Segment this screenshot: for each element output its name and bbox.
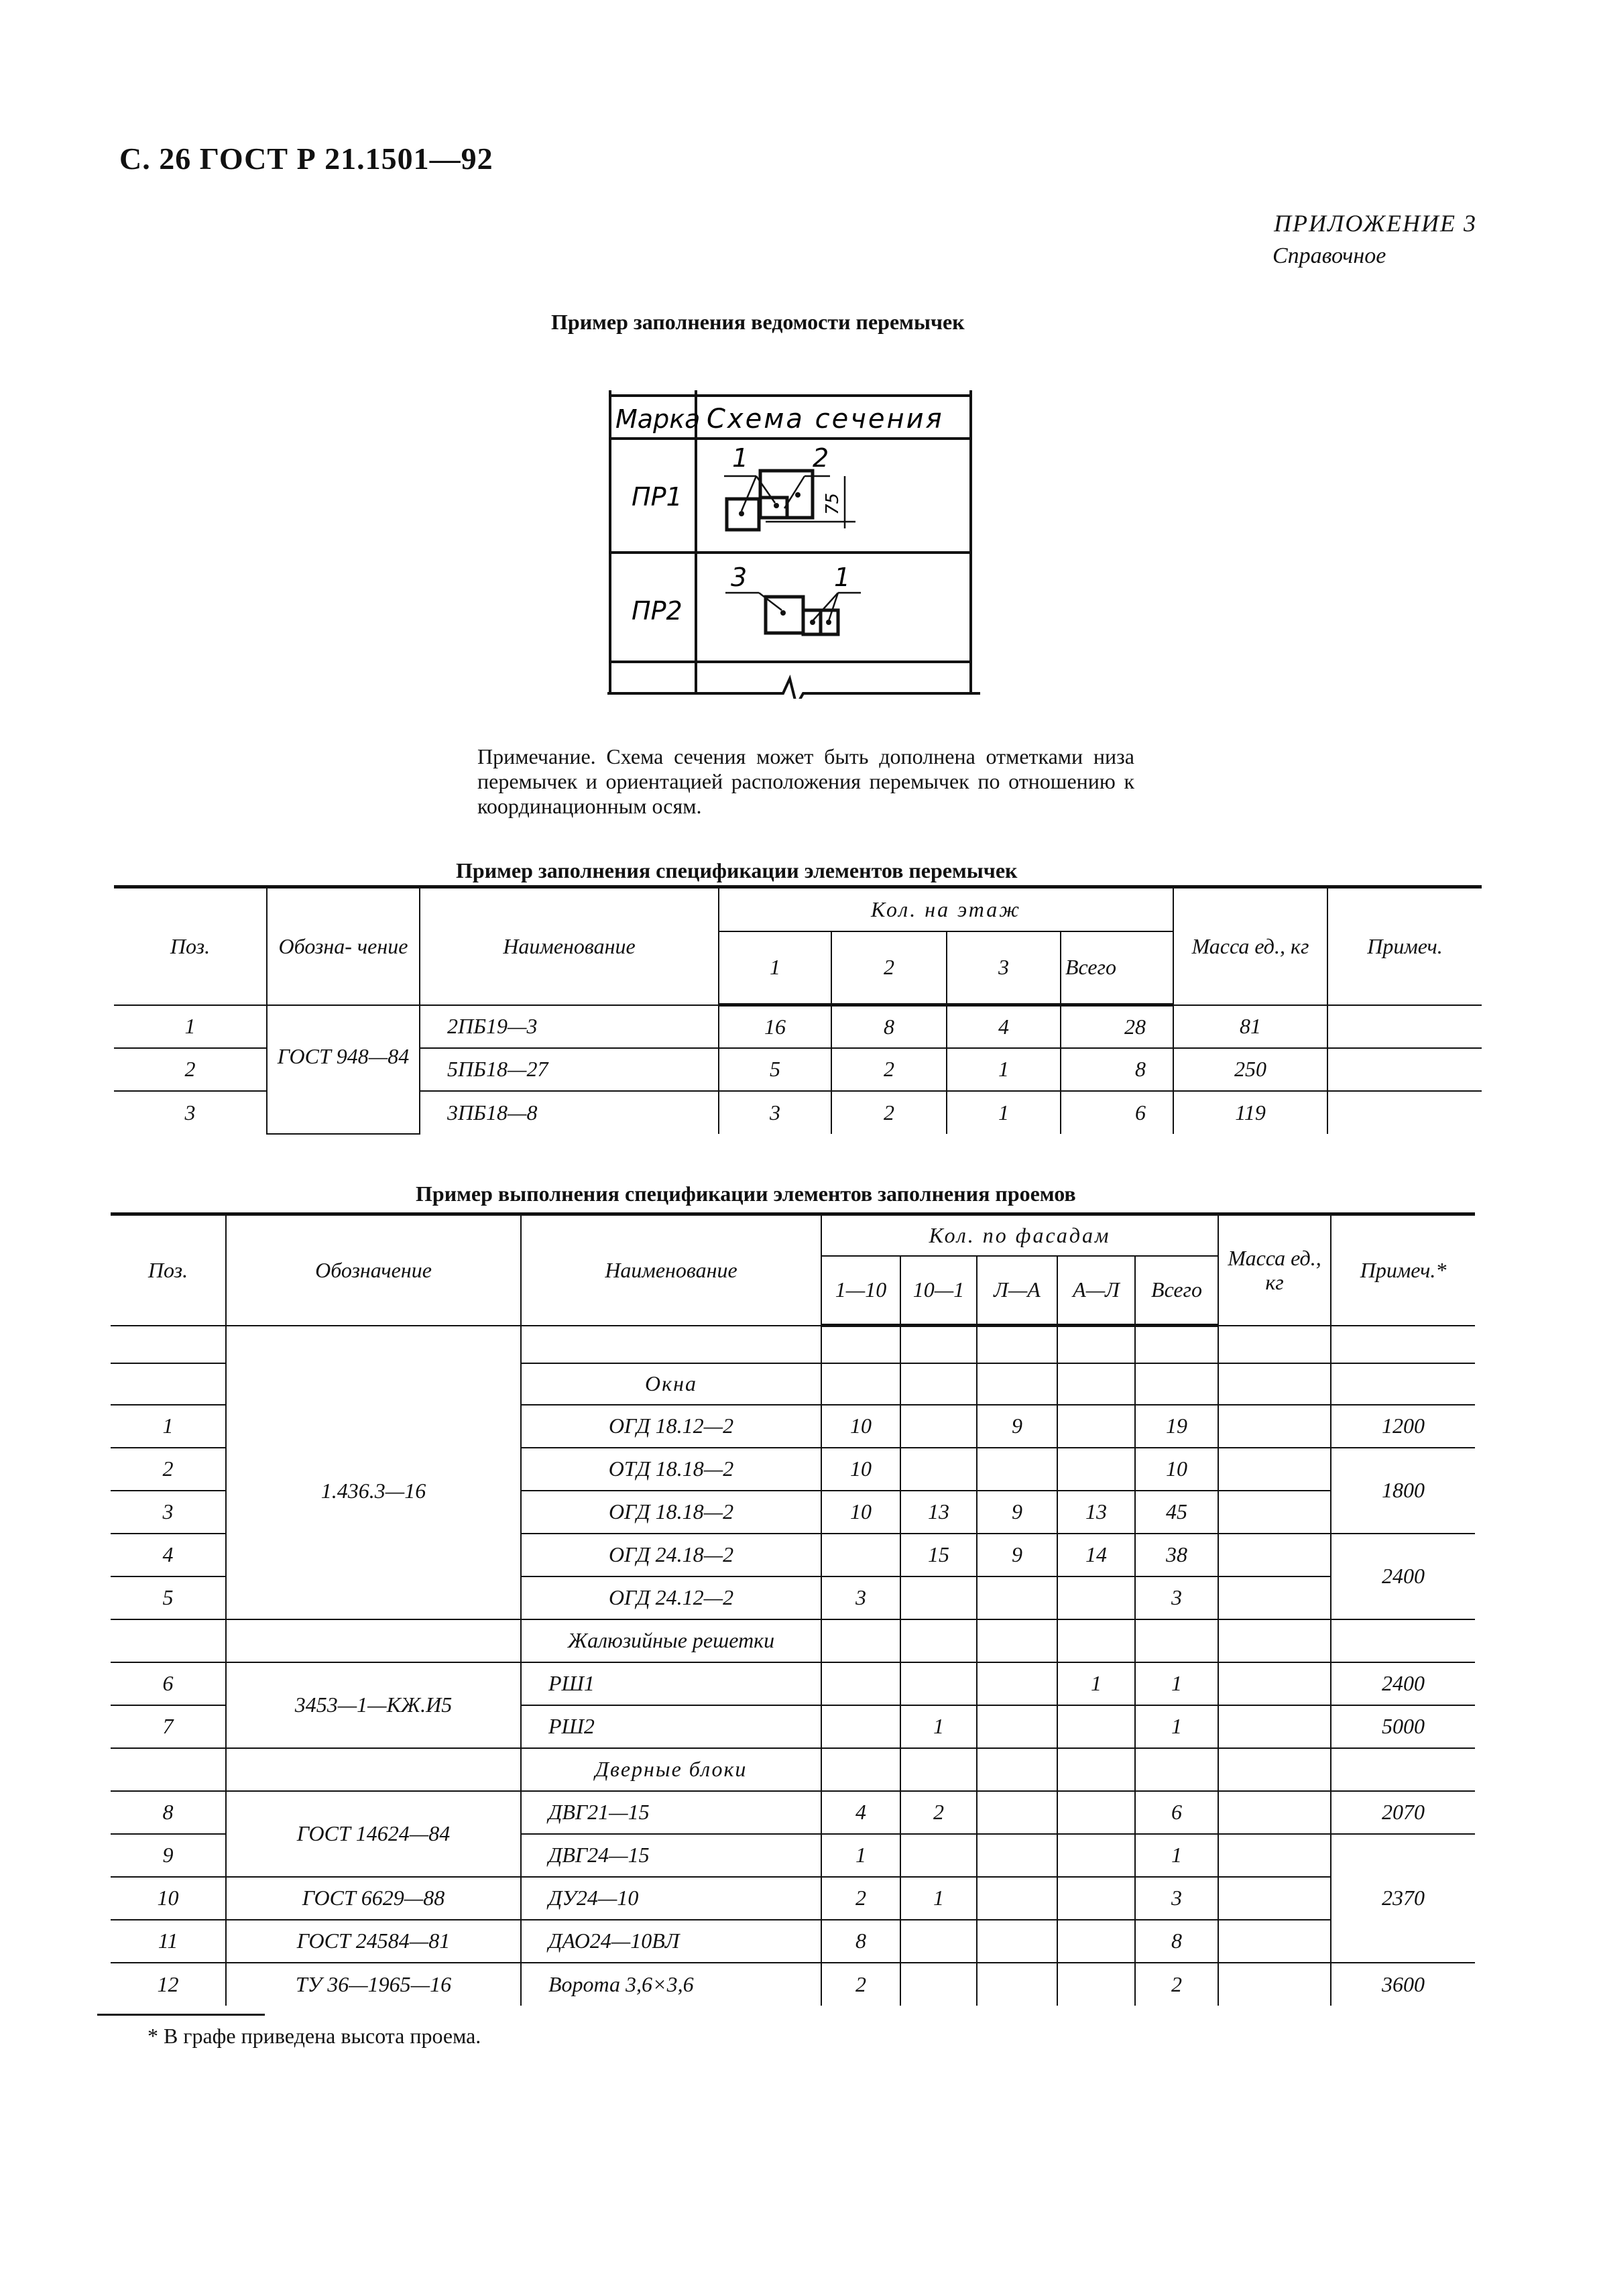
louvers-designation: 3453—1—КЖ.И5 xyxy=(226,1662,521,1748)
table-row: 4 ОГД 24.18—2 15 9 14 38 2400 xyxy=(111,1534,1475,1576)
header-qty-total: Всего xyxy=(1061,931,1173,1005)
header-facade-a-l: А—Л xyxy=(1057,1256,1135,1326)
header-mass: Масса ед., кг xyxy=(1173,887,1327,1005)
table-row: 9 ДВГ24—15 1 1 2370 xyxy=(111,1834,1475,1877)
page-header: С. 26 ГОСТ Р 21.1501—92 xyxy=(119,141,493,176)
header-designation: Обозначение xyxy=(226,1214,521,1326)
header-facade-10-1: 10—1 xyxy=(900,1256,977,1326)
table-row: 2 5ПБ18—27 5 2 1 8 250 xyxy=(114,1048,1482,1091)
header-qty-3: 3 xyxy=(947,931,1061,1005)
table-row: 2 ОТД 18.18—2 10 10 1800 xyxy=(111,1448,1475,1491)
header-mass: Масса ед., кг xyxy=(1218,1214,1331,1326)
appendix-title: ПРИЛОЖЕНИЕ 3 xyxy=(1274,210,1477,237)
table-row: 6 3453—1—КЖ.И5 РШ1 1 1 2400 xyxy=(111,1662,1475,1705)
table-row: 11 ГОСТ 24584—81 ДАО24—10ВЛ 8 8 xyxy=(111,1920,1475,1963)
lintel-schedule-sketch xyxy=(607,390,980,699)
note-text: Примечание. Схема сечения может быть дополнена отметками низа перемычек и ориентацией расположения перемычек по отношению к координационным осям. xyxy=(477,744,1134,818)
mark-pr2: ПР2 xyxy=(632,596,683,626)
pr1-label-2: 2 xyxy=(813,443,829,473)
pr1-label-1: 1 xyxy=(732,443,749,473)
pr2-label-1: 1 xyxy=(834,563,851,592)
appendix-subtitle: Справочное xyxy=(1272,243,1386,268)
table-row: 3 ОГД 18.18—2 10 13 9 13 45 xyxy=(111,1491,1475,1534)
header-facade-total: Всего xyxy=(1135,1256,1218,1326)
header-name: Наименование xyxy=(521,1214,821,1326)
header-qty-2: 2 xyxy=(831,931,947,1005)
header-name: Наименование xyxy=(420,887,719,1005)
mark-pr1: ПР1 xyxy=(632,482,683,512)
windows-designation: 1.436.3—16 xyxy=(226,1363,521,1619)
col-scheme-label: Схема сечения xyxy=(707,404,944,435)
header-qty-group: Кол. на этаж xyxy=(719,887,1173,931)
table-row: 3 3ПБ18—8 3 2 1 6 119 xyxy=(114,1091,1482,1134)
pr1-dimension: 75 xyxy=(823,492,843,515)
header-qty-group: Кол. по фасадам xyxy=(821,1214,1218,1256)
header-pos: Поз. xyxy=(111,1214,226,1326)
group-row-windows: 1.436.3—16 Окна xyxy=(111,1363,1475,1405)
footnote: * В графе приведена высота проема. xyxy=(147,2024,481,2048)
lintel-spec-table xyxy=(114,885,1482,1135)
opening-spec-title: Пример выполнения спецификации элементов заполнения проемов xyxy=(416,1182,1076,1206)
header-designation: Обозна- чение xyxy=(267,887,420,1005)
table-row: 1 ОГД 18.12—2 10 9 19 1200 xyxy=(111,1405,1475,1448)
table-row: 7 РШ2 1 1 5000 xyxy=(111,1705,1475,1748)
group-row-louvers: Жалюзийные решетки xyxy=(111,1619,1475,1662)
header-facade-1-10: 1—10 xyxy=(821,1256,900,1326)
merged-designation: ГОСТ 948—84 xyxy=(267,1005,420,1134)
opening-spec-table xyxy=(111,1212,1475,2006)
table-row: 5 ОГД 24.12—2 3 3 xyxy=(111,1576,1475,1619)
header-note: Примеч.* xyxy=(1331,1214,1475,1326)
header-pos: Поз. xyxy=(114,887,267,1005)
table-row: 1 ГОСТ 948—84 2ПБ19—3 16 8 4 28 81 xyxy=(114,1005,1482,1048)
lintel-spec-title: Пример заполнения спецификации элементов перемычек xyxy=(456,858,1018,882)
table-row: 12 ТУ 36—1965—16 Ворота 3,6×3,6 2 2 3600 xyxy=(111,1963,1475,2006)
doors-designation: ГОСТ 14624—84 xyxy=(226,1791,521,1877)
table-row: 10 ГОСТ 6629—88 ДУ24—10 2 1 3 xyxy=(111,1877,1475,1920)
table-row xyxy=(111,1326,1475,1363)
group-row-doors: Дверные блоки xyxy=(111,1748,1475,1791)
table-row: 8 ГОСТ 14624—84 ДВГ21—15 4 2 6 2070 xyxy=(111,1791,1475,1834)
lintel-schedule-title: Пример заполнения ведомости перемычек xyxy=(551,310,965,334)
header-facade-l-a: Л—А xyxy=(977,1256,1057,1326)
header-qty-1: 1 xyxy=(719,931,831,1005)
col-mark-label: Марка xyxy=(615,404,701,434)
pr2-label-3: 3 xyxy=(731,563,748,592)
header-note: Примеч. xyxy=(1327,887,1482,1005)
footnote-rule xyxy=(97,2014,265,2016)
